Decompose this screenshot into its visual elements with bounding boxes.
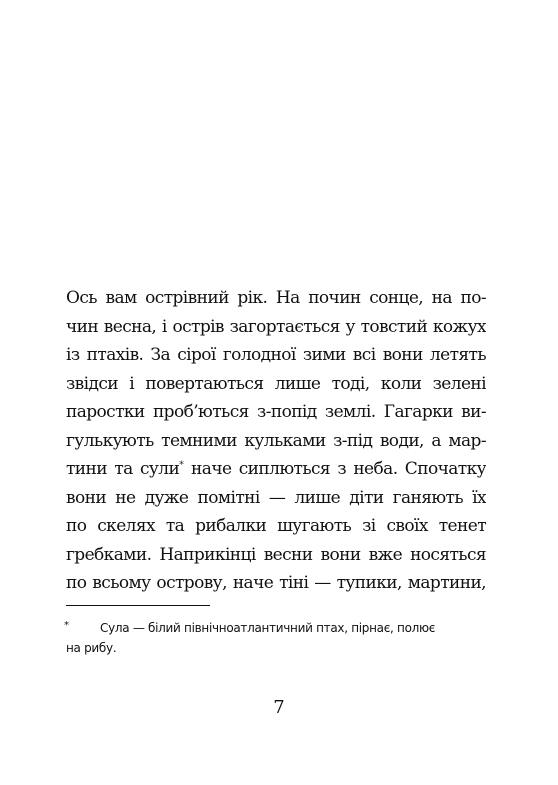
page-number: 7 [273,697,285,718]
paragraph-line-4: звідси і повертаються лише тоді, коли зелені [66,373,486,394]
paragraph-line-2: чин весна, і острів загортається у товстий кожух [66,316,486,337]
paragraph-line-6: гулькують темними кульками з-під води, а мар- [66,430,486,451]
footnote-marker: * [64,620,69,631]
footnote-line-2: на рибу. [66,641,117,655]
paragraph-line-7-start: тини та сули [66,459,180,479]
paragraph-line-10: гребками. Наприкінці весни вони вже носяться [66,544,486,565]
paragraph-line-5: паростки проб’ються з-попід землі. Гагарки ви- [66,402,486,422]
paragraph-line-1: Ось вам острівний рік. На почин сонце, на по- [66,288,486,308]
paragraph-line-8: вони не дуже помітні — лише діти ганяють їх [66,487,486,508]
main-paragraph [66,284,486,598]
footnote-divider [66,605,210,606]
footnote-line-1: Сула — білий північноатлантичний птах, пірнає, полює [100,621,436,635]
paragraph-line-7 [66,455,486,484]
paragraph-line-11: по всьому острову, наче тіні — тупики, мартини, [66,573,486,593]
footnote [66,618,486,658]
footnote-reference-mark: * [179,460,184,471]
paragraph-line-3: із птахів. За сірої голодної зими всі вони летять [66,345,486,365]
paragraph-line-7-end: наче сиплються з неба. Спочатку [183,459,486,479]
paragraph-line-9: по скелях та рибалки шугають зі своїх тенет [66,516,486,536]
